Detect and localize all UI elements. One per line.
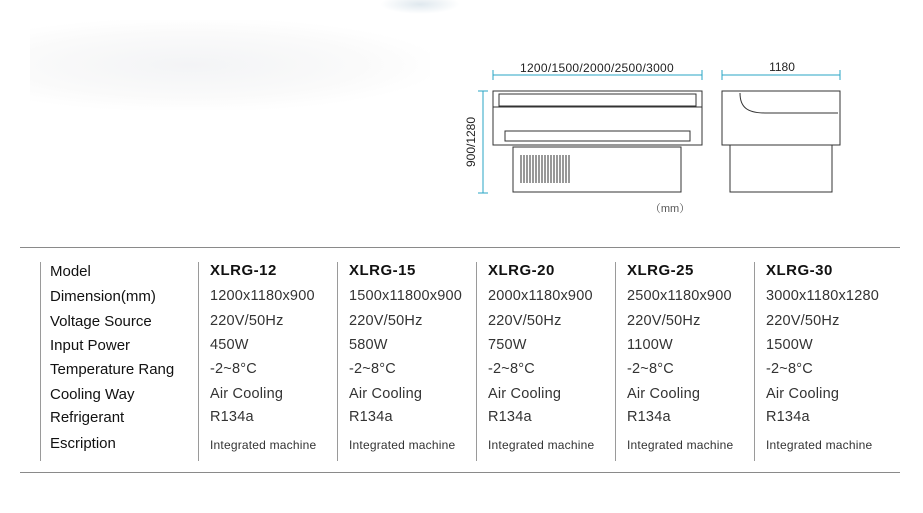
row-label-cooling: Cooling Way: [50, 386, 135, 403]
side-view-drawing: [722, 91, 840, 192]
dimension-value: 2500x1180x900: [627, 288, 732, 304]
power-value: 750W: [488, 337, 527, 353]
row-label-power: Input Power: [50, 337, 131, 354]
description-value: Integrated machine: [627, 438, 734, 452]
front-view-drawing: [493, 91, 702, 192]
refrigerant-value: R134a: [210, 409, 254, 425]
voltage-value: 220V/50Hz: [627, 313, 701, 329]
depth-dimension: [722, 60, 840, 80]
voltage-value: 220V/50Hz: [488, 313, 562, 329]
power-value: 1500W: [766, 337, 813, 353]
dimension-value: 1500x11800x900: [349, 288, 462, 304]
height-label: 900/1280: [464, 116, 478, 168]
refrigerant-value: R134a: [766, 409, 810, 425]
unit-label: （mm）: [649, 203, 691, 215]
model-name: XLRG-20: [488, 262, 555, 279]
dimension-value: 3000x1180x1280: [766, 288, 879, 304]
width-label: 1200/1500/2000/2500/3000: [519, 61, 675, 75]
column-divider: [754, 262, 755, 461]
temperature-value: -2~8°C: [766, 361, 813, 377]
model-name: XLRG-12: [210, 262, 277, 279]
voltage-value: 220V/50Hz: [766, 313, 840, 329]
column-divider: [40, 262, 41, 461]
table-top-rule: [20, 247, 900, 248]
column-divider: [337, 262, 338, 461]
voltage-value: 220V/50Hz: [210, 313, 284, 329]
cooling-value: Air Cooling: [210, 386, 284, 402]
temperature-value: -2~8°C: [488, 361, 535, 377]
table-bottom-rule: [20, 472, 900, 473]
dimension-value: 2000x1180x900: [488, 288, 593, 304]
refrigerant-value: R134a: [488, 409, 532, 425]
column-divider: [476, 262, 477, 461]
description-value: Integrated machine: [766, 438, 873, 452]
refrigerant-value: R134a: [349, 409, 393, 425]
cooling-value: Air Cooling: [488, 386, 562, 402]
description-value: Integrated machine: [210, 438, 317, 452]
depth-label: 1180: [769, 60, 795, 74]
power-value: 580W: [349, 337, 388, 353]
cooling-value: Air Cooling: [349, 386, 423, 402]
cooling-value: Air Cooling: [766, 386, 840, 402]
row-label-voltage: Voltage Source: [50, 313, 152, 330]
background-wash: [30, 20, 430, 110]
voltage-value: 220V/50Hz: [349, 313, 423, 329]
power-value: 450W: [210, 337, 249, 353]
model-name: XLRG-25: [627, 262, 694, 279]
background-highlight: [380, 0, 460, 14]
refrigerant-value: R134a: [627, 409, 671, 425]
row-label-dimension: Dimension(mm): [50, 288, 156, 305]
model-name: XLRG-15: [349, 262, 416, 279]
dimension-value: 1200x1180x900: [210, 288, 315, 304]
temperature-value: -2~8°C: [349, 361, 396, 377]
row-label-model: Model: [50, 263, 91, 280]
temperature-value: -2~8°C: [210, 361, 257, 377]
row-label-temperature: Temperature Rang: [50, 361, 175, 378]
power-value: 1100W: [627, 337, 673, 353]
row-label-description: Escription: [50, 435, 116, 452]
column-divider: [198, 262, 199, 461]
vent-grille: [521, 155, 569, 183]
description-value: Integrated machine: [488, 438, 595, 452]
temperature-value: -2~8°C: [627, 361, 674, 377]
model-name: XLRG-30: [766, 262, 833, 279]
product-dimension-diagram: [455, 55, 855, 220]
cooling-value: Air Cooling: [627, 386, 701, 402]
column-divider: [615, 262, 616, 461]
width-dimension: [493, 61, 702, 80]
row-label-refrigerant: Refrigerant: [50, 409, 125, 426]
description-value: Integrated machine: [349, 438, 456, 452]
height-dimension: [464, 91, 488, 193]
